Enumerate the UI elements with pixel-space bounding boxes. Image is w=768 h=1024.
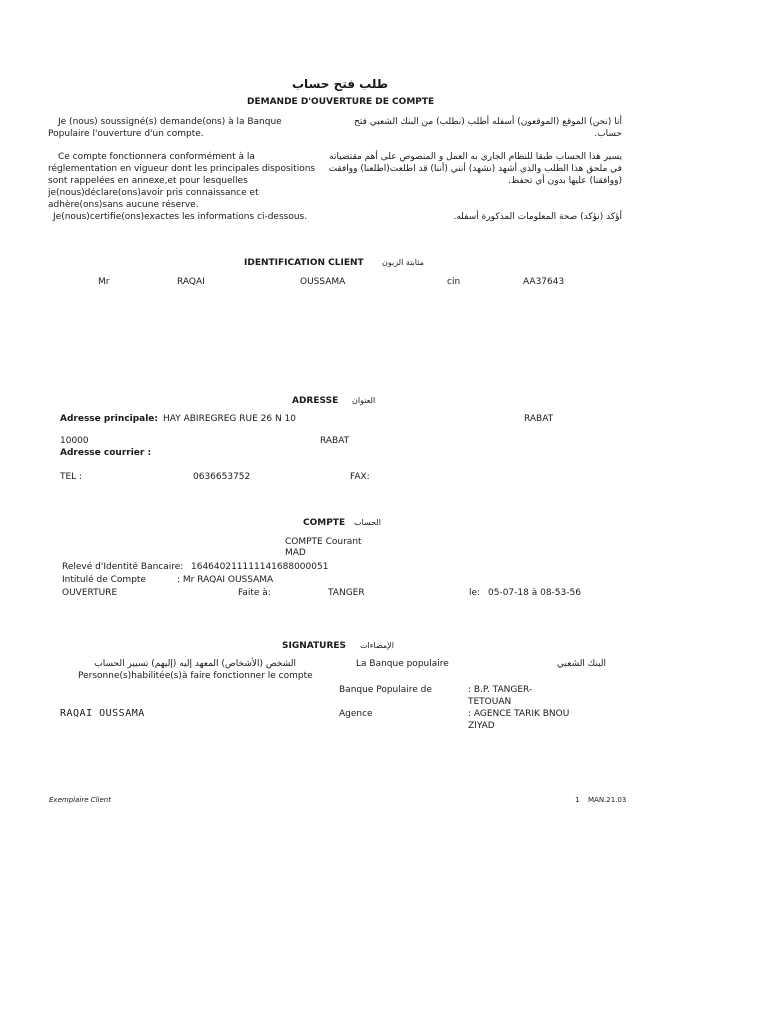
account-title-value: : Mr RAQAI OUSSAMA [177, 575, 274, 585]
rib-value: 164640211111141688000051 [191, 562, 329, 572]
agency-value: : AGENCE TARIK BNOU ZIYAD [468, 709, 570, 731]
address-heading: ADRESSE [292, 396, 339, 406]
mail-address-label: Adresse courrier : [60, 448, 152, 458]
account-heading-ar: الحساب [354, 518, 381, 527]
intro-p3-ar: أؤكد (نؤكد) صحة المعلومات المذكورة أسفله. [453, 212, 622, 222]
bp-value: : B.P. TANGER-TETOUAN [468, 685, 533, 707]
footer-reference: MAN.21.03 [588, 796, 627, 804]
persons-arabic: الشخص (الأشخاص) المعهد إليه (إليهم) تسيير الحساب [94, 659, 296, 669]
main-address-label: Adresse principale: [60, 414, 158, 424]
client-civility: Mr [98, 277, 110, 287]
date-value: 05-07-18 à 08-53-56 [488, 588, 581, 598]
date-label: le: [469, 588, 481, 598]
agency-label: Agence [339, 709, 373, 719]
title-french: DEMANDE D'OUVERTURE DE COMPTE [247, 97, 435, 107]
account-currency: MAD [285, 548, 306, 558]
signatures-heading-ar: الإمضاءات [360, 641, 394, 650]
main-address-value: HAY ABIREGREG RUE 26 N 10 [163, 414, 297, 424]
account-type: COMPTE Courant [285, 537, 362, 547]
client-first-name: OUSSAMA [300, 277, 346, 287]
intro-p2-fr: Ce compte fonctionnera conformément à la réglementation en vigueur dont les principales dispositions sont rappelées en annexe,et pour lesquelles je(nous)déclare(ons)avoir pris connaissance et adhère(ons)sans aucune réserve. [48, 152, 316, 210]
intro-p1-ar: أنا (نحن) الموقع (الموقعون) أسفله أطلب (نطلب) من البنك الشعبي فتح حساب. [354, 117, 622, 139]
bank-french: La Banque populaire [356, 659, 449, 669]
account-title-label: Intitulé de Compte [62, 575, 146, 585]
made-at-value: TANGER [328, 588, 365, 598]
intro-p3-fr: Je(nous)certifie(ons)exactes les informations ci-dessous. [53, 212, 308, 222]
fax-label: FAX: [350, 472, 370, 482]
client-last-name: RAQAI [177, 277, 205, 287]
title-arabic: طلب فتح حساب [292, 77, 389, 91]
postal-city: RABAT [320, 436, 350, 446]
tel-value: 0636653752 [193, 472, 251, 482]
signer-name: RAQAI OUSSAMA [60, 708, 145, 719]
opening-label: OUVERTURE [62, 588, 118, 598]
persons-french: Personne(s)habilitée(s)à faire fonctionner le compte [78, 671, 313, 681]
rib-label: Relevé d'Identité Bancaire: [62, 562, 184, 572]
intro-p2-ar: يسير هذا الحساب طبقا للنظام الجاري به العمل و المنصوص على أهم مقتضياته في ملحق هذا الطلب والذي أشهد (نشهد) أنني (أننا) قد اطلعت(اطلعنا) ووافقت (ووافقنا) عليها بدون أي تحفظ. [328, 152, 622, 186]
bp-label: Banque Populaire de [339, 685, 432, 695]
bank-arabic: البنك الشعبي [557, 659, 606, 669]
account-heading: COMPTE [303, 518, 346, 528]
made-at-label: Faite à: [238, 588, 271, 598]
footer-page-number: 1 [575, 796, 580, 804]
main-address-city: RABAT [524, 414, 554, 424]
postal-code: 10000 [60, 436, 89, 446]
signatures-heading: SIGNATURES [282, 641, 347, 651]
intro-p1-fr: Je (nous) soussigné(s) demande(ons) à la Banque Populaire l'ouverture d'un compte. [48, 117, 282, 139]
tel-label: TEL : [60, 472, 83, 482]
footer-copy-label: Exemplaire Client [49, 796, 111, 804]
client-id-number: AA37643 [523, 277, 565, 287]
address-heading-ar: العنوان [352, 396, 376, 405]
client-id-type: cin [447, 277, 461, 287]
identification-heading-ar: مثابتة الزبون [382, 258, 424, 267]
identification-heading: IDENTIFICATION CLIENT [244, 258, 364, 268]
